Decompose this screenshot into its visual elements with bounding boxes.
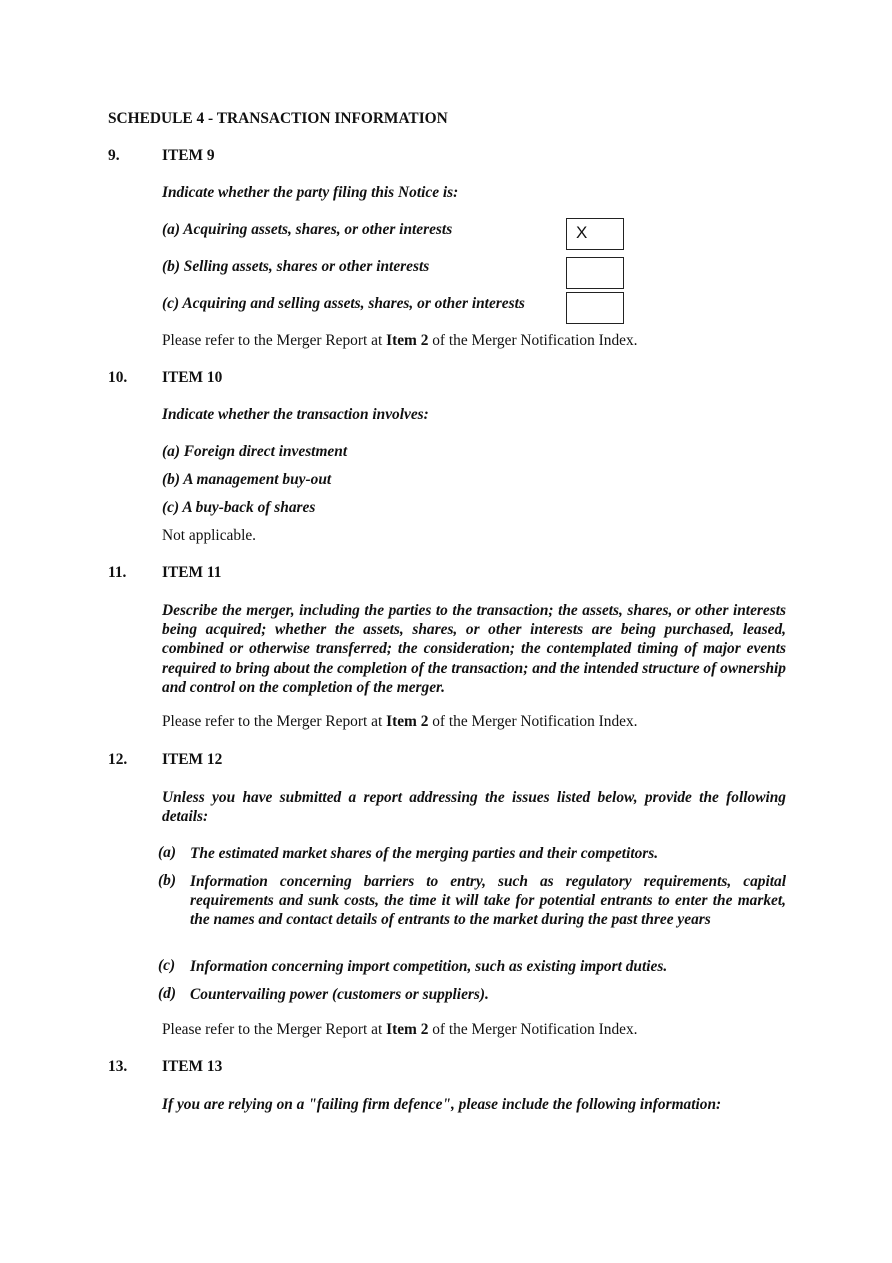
reference-suffix: of the Merger Notification Index. xyxy=(428,713,638,730)
item9-checkbox-a[interactable]: X xyxy=(566,218,624,250)
reference-item-link: Item 2 xyxy=(386,713,429,730)
item12-point-d-label: (d) xyxy=(158,985,176,1002)
item11-reference xyxy=(162,713,638,731)
reference-prefix: Please refer to the Merger Report at xyxy=(162,1021,387,1038)
item9-checkbox-c[interactable] xyxy=(566,292,624,324)
item13-question: If you are relying on a "failing firm defence", please include the following information: xyxy=(162,1096,722,1113)
item10-option-a: (a) Foreign direct investment xyxy=(162,443,348,460)
reference-suffix: of the Merger Notification Index. xyxy=(428,332,638,349)
item12-heading: ITEM 12 xyxy=(162,751,223,768)
item12-point-b-text: Information concerning barriers to entry, such as regulatory requirements, capital requirements and sunk costs, the time it will take for potential entrants to enter the market, the names and contact details of entrants to the market during the past three years xyxy=(190,873,786,928)
item10-number: 10. xyxy=(108,369,128,386)
item12-question: Unless you have submitted a report addressing the issues listed below, provide the following details: xyxy=(162,789,786,826)
item12-reference xyxy=(162,1021,638,1039)
item11-question: Describe the merger, including the parties to the transaction; the assets, shares, or other interests being acquired; whether the assets, shares, or other interests are being purchased, leased, combined or otherwise transferred; the consideration; the contemplated timing of major events required to bring about the completion of the transaction; and the intended structure of ownership and control on the completion of the merger. xyxy=(162,602,786,696)
item12-point-b-label: (b) xyxy=(158,872,176,889)
item9-question: Indicate whether the party filing this Notice is: xyxy=(162,184,459,201)
item9-option-a: (a) Acquiring assets, shares, or other interests xyxy=(162,221,453,238)
item9-checkbox-b[interactable] xyxy=(566,257,624,289)
item9-option-c: (c) Acquiring and selling assets, shares, or other interests xyxy=(162,295,525,312)
schedule-title: SCHEDULE 4 - TRANSACTION INFORMATION xyxy=(108,110,448,127)
item12-point-c-text: Information concerning import competition, such as existing import duties. xyxy=(190,958,668,975)
item9-number: 9. xyxy=(108,147,120,164)
item12-number: 12. xyxy=(108,751,128,768)
item9-heading: ITEM 9 xyxy=(162,147,215,164)
reference-prefix: Please refer to the Merger Report at xyxy=(162,332,387,349)
item12-point-a-text: The estimated market shares of the merging parties and their competitors. xyxy=(190,845,659,862)
reference-suffix: of the Merger Notification Index. xyxy=(428,1021,638,1038)
item11-number: 11. xyxy=(108,564,127,581)
item10-option-b: (b) A management buy-out xyxy=(162,471,332,488)
item10-option-c: (c) A buy-back of shares xyxy=(162,499,316,516)
item9-option-b: (b) Selling assets, shares or other interests xyxy=(162,258,430,275)
item12-point-d-text: Countervailing power (customers or suppliers). xyxy=(190,986,489,1003)
item10-heading: ITEM 10 xyxy=(162,369,223,386)
item9-reference xyxy=(162,332,638,350)
item10-question: Indicate whether the transaction involves: xyxy=(162,406,429,423)
item13-heading: ITEM 13 xyxy=(162,1058,223,1075)
item12-point-a-label: (a) xyxy=(158,844,176,861)
item12-point-c-label: (c) xyxy=(158,957,176,974)
reference-item-link: Item 2 xyxy=(386,1021,429,1038)
reference-item-link: Item 2 xyxy=(386,332,429,349)
item10-answer: Not applicable. xyxy=(162,527,257,544)
reference-prefix: Please refer to the Merger Report at xyxy=(162,713,387,730)
item11-heading: ITEM 11 xyxy=(162,564,222,581)
item13-number: 13. xyxy=(108,1058,128,1075)
